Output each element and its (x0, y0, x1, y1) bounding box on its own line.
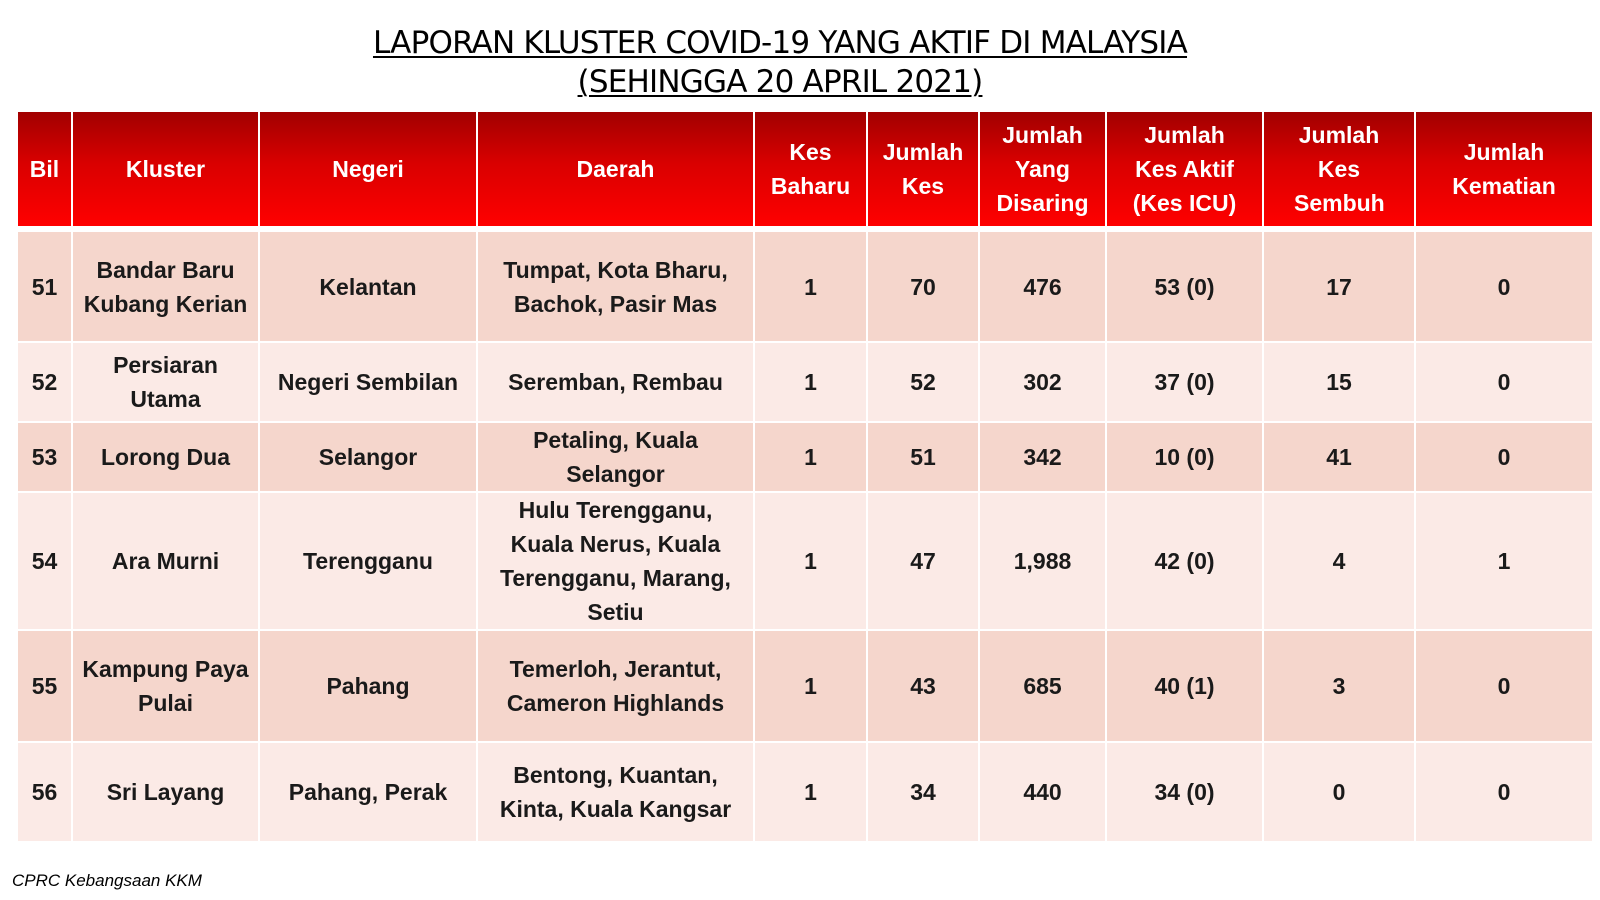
cell-kes-aktif: 40 (1) (1106, 630, 1263, 742)
cell-bil: 52 (17, 342, 72, 422)
cell-bil: 51 (17, 229, 72, 342)
cell-kes-baharu: 1 (754, 342, 867, 422)
cell-bil: 55 (17, 630, 72, 742)
cell-kes-sembuh: 0 (1263, 742, 1415, 842)
cell-jumlah-kes: 34 (867, 742, 979, 842)
cell-daerah: Seremban, Rembau (477, 342, 754, 422)
header-negeri: Negeri (259, 111, 477, 229)
cell-daerah: Hulu Terengganu, Kuala Nerus, Kuala Terengganu, Marang, Setiu (477, 492, 754, 630)
cell-bil: 56 (17, 742, 72, 842)
cell-negeri: Kelantan (259, 229, 477, 342)
cell-negeri: Pahang, Perak (259, 742, 477, 842)
header-kes-aktif: Jumlah Kes Aktif (Kes ICU) (1106, 111, 1263, 229)
cell-negeri: Selangor (259, 422, 477, 492)
cell-kes-sembuh: 3 (1263, 630, 1415, 742)
header-kes-sembuh: Jumlah Kes Sembuh (1263, 111, 1415, 229)
report-title (0, 24, 1560, 102)
header-daerah: Daerah (477, 111, 754, 229)
cell-kes-sembuh: 15 (1263, 342, 1415, 422)
cell-bil: 53 (17, 422, 72, 492)
cell-daerah: Petaling, Kuala Selangor (477, 422, 754, 492)
cell-kes-baharu: 1 (754, 742, 867, 842)
cell-jumlah-disaring: 302 (979, 342, 1106, 422)
cell-kes-aktif: 10 (0) (1106, 422, 1263, 492)
cell-kes-baharu: 1 (754, 422, 867, 492)
cell-kes-aktif: 53 (0) (1106, 229, 1263, 342)
cell-jumlah-disaring: 685 (979, 630, 1106, 742)
table-row (17, 229, 1593, 342)
cell-daerah: Tumpat, Kota Bharu, Bachok, Pasir Mas (477, 229, 754, 342)
cell-kluster: Persiaran Utama (72, 342, 259, 422)
cell-kematian: 0 (1415, 229, 1593, 342)
cell-kluster: Sri Layang (72, 742, 259, 842)
table-row (17, 422, 1593, 492)
cell-jumlah-kes: 47 (867, 492, 979, 630)
table-row (17, 742, 1593, 842)
cell-kes-sembuh: 41 (1263, 422, 1415, 492)
cell-kes-baharu: 1 (754, 229, 867, 342)
cell-jumlah-disaring: 1,988 (979, 492, 1106, 630)
cell-jumlah-kes: 51 (867, 422, 979, 492)
header-kes-baharu: Kes Baharu (754, 111, 867, 229)
cell-kluster: Kampung Paya Pulai (72, 630, 259, 742)
cell-kematian: 0 (1415, 630, 1593, 742)
cell-kematian: 1 (1415, 492, 1593, 630)
cell-kluster: Lorong Dua (72, 422, 259, 492)
cell-negeri: Negeri Sembilan (259, 342, 477, 422)
cluster-table (16, 110, 1594, 843)
table-row (17, 630, 1593, 742)
cell-jumlah-disaring: 476 (979, 229, 1106, 342)
cell-kes-sembuh: 4 (1263, 492, 1415, 630)
cell-kluster: Ara Murni (72, 492, 259, 630)
cell-kluster: Bandar Baru Kubang Kerian (72, 229, 259, 342)
cell-negeri: Pahang (259, 630, 477, 742)
title-line-2: (SEHINGGA 20 APRIL 2021) (577, 64, 983, 100)
cell-kematian: 0 (1415, 342, 1593, 422)
cell-kematian: 0 (1415, 422, 1593, 492)
table-row (17, 342, 1593, 422)
cell-kes-aktif: 37 (0) (1106, 342, 1263, 422)
header-kluster: Kluster (72, 111, 259, 229)
cell-jumlah-kes: 43 (867, 630, 979, 742)
table-row (17, 492, 1593, 630)
title-line-1: LAPORAN KLUSTER COVID-19 YANG AKTIF DI MALAYSIA (372, 25, 1188, 61)
header-jumlah-disaring: Jumlah Yang Disaring (979, 111, 1106, 229)
source-footer: CPRC Kebangsaan KKM (12, 871, 202, 890)
cell-jumlah-disaring: 440 (979, 742, 1106, 842)
cell-daerah: Bentong, Kuantan, Kinta, Kuala Kangsar (477, 742, 754, 842)
cell-kes-baharu: 1 (754, 492, 867, 630)
header-kematian: Jumlah Kematian (1415, 111, 1593, 229)
header-jumlah-kes: Jumlah Kes (867, 111, 979, 229)
cell-daerah: Temerloh, Jerantut, Cameron Highlands (477, 630, 754, 742)
header-bil: Bil (17, 111, 72, 229)
cell-negeri: Terengganu (259, 492, 477, 630)
cell-kes-aktif: 34 (0) (1106, 742, 1263, 842)
cell-bil: 54 (17, 492, 72, 630)
table-header-row (17, 111, 1593, 229)
cell-kes-baharu: 1 (754, 630, 867, 742)
cell-kes-aktif: 42 (0) (1106, 492, 1263, 630)
cell-kes-sembuh: 17 (1263, 229, 1415, 342)
cell-jumlah-disaring: 342 (979, 422, 1106, 492)
cell-jumlah-kes: 70 (867, 229, 979, 342)
cell-kematian: 0 (1415, 742, 1593, 842)
cell-jumlah-kes: 52 (867, 342, 979, 422)
